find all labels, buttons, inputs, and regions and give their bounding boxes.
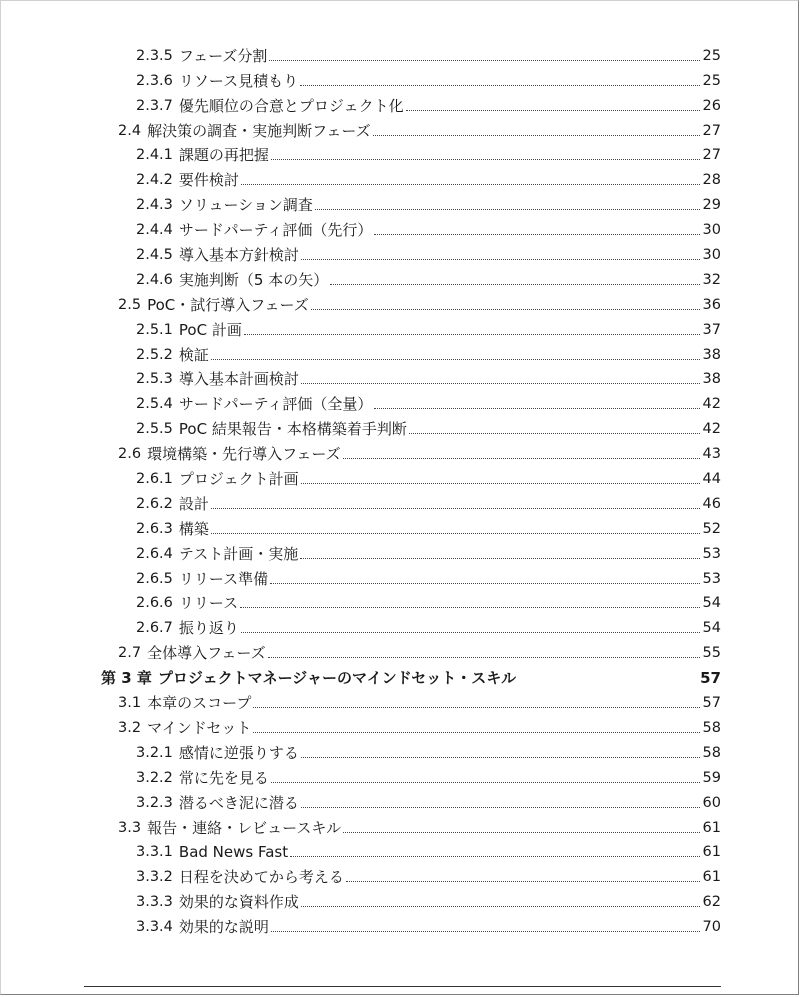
toc-leader-dots	[406, 109, 700, 111]
toc-entry[interactable]	[1, 738, 721, 763]
toc-entry[interactable]	[1, 340, 721, 365]
toc-entry[interactable]	[1, 489, 721, 514]
toc-entry-title: 全体導入フェーズ	[147, 644, 266, 663]
toc-entry-page-number: 42	[702, 396, 721, 413]
toc-leader-dots	[211, 507, 700, 509]
toc-entry-title: 実施判断（5 本の矢）	[178, 270, 329, 289]
toc-entry-title: 報告・連絡・レビュースキル	[147, 818, 342, 837]
toc-entry[interactable]	[1, 414, 721, 439]
toc-leader-dots	[271, 930, 700, 932]
toc-entry[interactable]	[1, 66, 721, 91]
toc-leader-dots	[301, 258, 700, 260]
toc-entry-page-number: 55	[702, 645, 721, 662]
toc-entry[interactable]	[1, 290, 721, 315]
toc-entry-page-number: 46	[702, 495, 721, 512]
toc-entry-title: 導入基本方針検討	[178, 246, 299, 265]
toc-entry-page-number: 37	[702, 321, 721, 338]
toc-entry-number: 2.5.3	[136, 371, 173, 388]
toc-entry[interactable]	[1, 41, 721, 66]
toc-leader-dots	[301, 756, 700, 758]
toc-entry-title: サードパーティ評価（先行）	[178, 221, 373, 240]
toc-leader-dots	[346, 880, 700, 882]
toc-entry-number: 2.6.5	[136, 570, 173, 587]
toc-entry-title: PoC 結果報告・本格構築着手判断	[178, 420, 407, 439]
toc-entry[interactable]	[1, 240, 721, 265]
toc-leader-dots	[241, 631, 700, 633]
toc-entry-page-number: 44	[702, 471, 721, 488]
toc-entry-page-number: 52	[702, 520, 721, 537]
toc-entry-page-number: 27	[702, 122, 721, 139]
toc-entry-title: 構築	[178, 519, 209, 538]
toc-entry-number: 2.5.4	[136, 396, 173, 413]
toc-entry-page-number: 70	[702, 919, 721, 936]
footer-rule	[84, 986, 721, 987]
toc-entry-title: 効果的な資料作成	[178, 893, 299, 912]
toc-entry-number: 2.3.6	[136, 72, 173, 89]
toc-entry[interactable]	[1, 315, 721, 340]
toc-entry-number: 第 3 章	[101, 669, 152, 688]
toc-entry-title: Bad News Fast	[178, 843, 289, 862]
toc-entry-page-number: 54	[702, 595, 721, 612]
toc-leader-dots	[330, 283, 700, 285]
toc-entry-number: 3.3.2	[136, 869, 173, 886]
toc-leader-dots	[300, 84, 700, 86]
toc-entry[interactable]	[1, 439, 721, 464]
toc-entry-number: 2.4.1	[136, 147, 173, 164]
toc-entry-number: 2.5.2	[136, 346, 173, 363]
toc-entry-number: 2.4.6	[136, 271, 173, 288]
toc-entry[interactable]	[1, 389, 721, 414]
toc-entry-page-number: 62	[702, 894, 721, 911]
toc-entry-number: 2.6.7	[136, 620, 173, 637]
toc-entry[interactable]	[1, 190, 721, 215]
toc-entry-title: 優先順位の合意とプロジェクト化	[178, 96, 404, 115]
toc-entry-number: 3.2.3	[136, 794, 173, 811]
toc-entry-title: 振り返り	[178, 619, 239, 638]
toc-entry-page-number: 61	[702, 844, 721, 861]
toc-entry-number: 3.3	[118, 819, 142, 836]
toc-leader-dots	[211, 358, 700, 360]
toc-entry-title: 設計	[178, 494, 209, 513]
toc-entry-number: 2.4.5	[136, 247, 173, 264]
toc-entry-title: 環境構築・先行導入フェーズ	[147, 445, 341, 464]
toc-entry-title: 要件検討	[178, 171, 239, 190]
toc-entry-title: 導入基本計画検討	[178, 370, 299, 389]
toc-entry-number: 2.6	[118, 446, 142, 463]
toc-entry-title: リソース見積もり	[178, 71, 299, 90]
toc-leader-dots	[343, 457, 700, 459]
toc-entry-title: PoC 計画	[178, 320, 242, 339]
toc-entry-page-number: 28	[702, 172, 721, 189]
toc-entry-number: 2.4.4	[136, 222, 173, 239]
toc-leader-dots	[301, 806, 700, 808]
toc-entry[interactable]	[1, 613, 721, 638]
toc-entry-page-number: 29	[702, 197, 721, 214]
toc-entry[interactable]	[1, 365, 721, 390]
toc-entry-page-number: 26	[702, 97, 721, 114]
toc-entry[interactable]	[1, 887, 721, 912]
toc-leader-dots	[301, 482, 700, 484]
toc-entry[interactable]	[1, 763, 721, 788]
toc-leader-dots	[253, 706, 700, 708]
toc-entry-title: リリース	[178, 594, 239, 613]
toc-leader-dots	[270, 582, 700, 584]
toc-entry-number: 3.2.1	[136, 744, 173, 761]
toc-entry-number: 2.6.4	[136, 545, 173, 562]
toc-leader-dots	[374, 233, 700, 235]
toc-entry[interactable]	[1, 788, 721, 813]
toc-entry[interactable]	[1, 838, 721, 863]
toc-entry-page-number: 57	[700, 669, 721, 688]
toc-entry-title: 常に先を見る	[178, 768, 269, 787]
toc-entry-page-number: 27	[702, 147, 721, 164]
toc-entry-page-number: 60	[702, 794, 721, 811]
toc-entry-page-number: 61	[702, 819, 721, 836]
toc-entry[interactable]	[1, 539, 721, 564]
toc-entry[interactable]	[1, 116, 721, 141]
toc-entry-page-number: 57	[702, 695, 721, 712]
toc-entry-page-number: 38	[702, 371, 721, 388]
toc-entry-title: テスト計画・実施	[178, 544, 299, 563]
toc-leader-dots	[268, 656, 700, 658]
toc-entry-page-number: 58	[702, 719, 721, 736]
toc-entry-number: 2.4	[118, 122, 142, 139]
toc-entry-page-number: 25	[702, 47, 721, 64]
toc-entry-title: 解決策の調査・実施判断フェーズ	[147, 121, 371, 140]
toc-leader-dots	[244, 333, 700, 335]
toc-leader-dots	[290, 855, 700, 857]
toc-entry-number: 3.3.4	[136, 919, 173, 936]
toc-entry-page-number: 53	[702, 545, 721, 562]
toc-entry-number: 2.6.3	[136, 520, 173, 537]
toc-leader-dots	[409, 432, 700, 434]
toc-entry-page-number: 36	[702, 296, 721, 313]
toc-entry-page-number: 25	[702, 72, 721, 89]
toc-entry-number: 2.3.5	[136, 47, 173, 64]
toc-entry-page-number: 53	[702, 570, 721, 587]
toc-entry-page-number: 61	[702, 869, 721, 886]
toc-entry[interactable]	[1, 638, 721, 663]
toc-leader-dots	[301, 382, 700, 384]
toc-entry[interactable]	[1, 713, 721, 738]
toc-entry-page-number: 38	[702, 346, 721, 363]
toc-entry[interactable]	[1, 514, 721, 539]
toc-entry-title: PoC・試行導入フェーズ	[147, 295, 309, 314]
toc-leader-dots	[240, 606, 700, 608]
toc-entry-title: フェーズ分割	[178, 46, 268, 65]
toc-leader-dots	[269, 59, 700, 61]
toc-entry-page-number: 42	[702, 421, 721, 438]
toc-leader-dots	[271, 158, 700, 160]
toc-entry-number: 3.2.2	[136, 769, 173, 786]
toc-entry-number: 2.7	[118, 645, 142, 662]
toc-entry-page-number: 43	[702, 446, 721, 463]
toc-leader-dots	[343, 831, 700, 833]
toc-entry[interactable]	[1, 141, 721, 166]
toc-entry-number: 2.4.3	[136, 197, 173, 214]
toc-entry[interactable]	[1, 91, 721, 116]
toc-leader-dots	[518, 682, 699, 683]
table-of-contents	[1, 41, 801, 937]
toc-leader-dots	[253, 731, 700, 733]
toc-entry-number: 2.6.2	[136, 495, 173, 512]
toc-leader-dots	[241, 183, 700, 185]
toc-entry-number: 3.2	[118, 719, 142, 736]
toc-entry-number: 2.3.7	[136, 97, 173, 114]
toc-entry-number: 2.5	[118, 296, 142, 313]
toc-leader-dots	[301, 905, 700, 907]
toc-entry-title: 課題の再把握	[178, 146, 269, 165]
toc-leader-dots	[311, 308, 700, 310]
toc-entry-title: サードパーティ評価（全量）	[178, 395, 373, 414]
toc-entry-number: 2.5.5	[136, 421, 173, 438]
toc-entry-title: 感情に逆張りする	[178, 743, 299, 762]
toc-leader-dots	[300, 557, 700, 559]
toc-entry-page-number: 58	[702, 744, 721, 761]
toc-entry-title: プロジェクトマネージャーのマインドセット・スキル	[157, 669, 517, 688]
toc-leader-dots	[374, 407, 700, 409]
toc-entry-page-number: 59	[702, 769, 721, 786]
toc-entry[interactable]	[1, 564, 721, 589]
toc-leader-dots	[373, 134, 700, 136]
toc-entry[interactable]	[1, 862, 721, 887]
toc-entry-title: ソリューション調査	[178, 196, 313, 215]
toc-entry-title: 本章のスコープ	[147, 694, 252, 713]
toc-entry[interactable]	[1, 165, 721, 190]
toc-chapter-entry[interactable]	[1, 663, 721, 688]
toc-leader-dots	[211, 532, 700, 534]
toc-entry-number: 2.6.1	[136, 471, 173, 488]
toc-entry-title: 効果的な説明	[178, 918, 269, 937]
toc-leader-dots	[271, 781, 700, 783]
toc-entry-title: プロジェクト計画	[178, 470, 299, 489]
toc-entry-title: 検証	[178, 345, 209, 364]
toc-entry-number: 3.3.1	[136, 844, 173, 861]
toc-entry-number: 2.4.2	[136, 172, 173, 189]
toc-entry-number: 3.1	[118, 695, 142, 712]
toc-entry-number: 2.6.6	[136, 595, 173, 612]
toc-entry[interactable]	[1, 265, 721, 290]
toc-entry-page-number: 30	[702, 222, 721, 239]
toc-entry[interactable]	[1, 464, 721, 489]
toc-entry[interactable]	[1, 215, 721, 240]
toc-entry[interactable]	[1, 813, 721, 838]
toc-entry-title: 潜るべき泥に潜る	[178, 793, 299, 812]
toc-entry[interactable]	[1, 688, 721, 713]
toc-entry-title: 日程を決めてから考える	[178, 868, 344, 887]
toc-entry[interactable]	[1, 589, 721, 614]
toc-entry-page-number: 54	[702, 620, 721, 637]
toc-entry-title: マインドセット	[147, 718, 252, 737]
toc-entry-number: 3.3.3	[136, 894, 173, 911]
toc-entry[interactable]	[1, 912, 721, 937]
toc-leader-dots	[315, 208, 700, 210]
toc-entry-page-number: 30	[702, 247, 721, 264]
toc-entry-number: 2.5.1	[136, 321, 173, 338]
toc-entry-title: リリース準備	[178, 569, 269, 588]
toc-entry-page-number: 32	[702, 271, 721, 288]
